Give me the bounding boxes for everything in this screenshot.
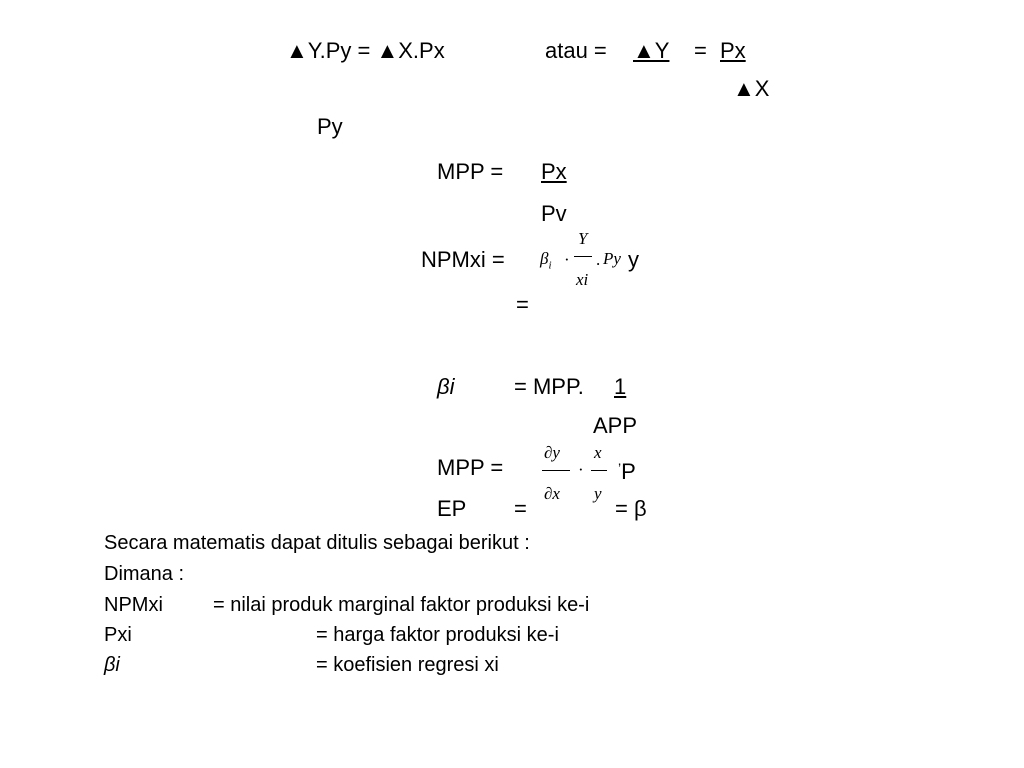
mpp2-tail: ’P xyxy=(618,459,636,484)
eq1-delta-x: ▲X xyxy=(733,76,770,101)
mpp-px: Px xyxy=(541,159,567,184)
def-desc-beta: = koefisien regresi xi xyxy=(316,654,499,676)
beta-equals-mpp: = MPP. xyxy=(514,374,584,399)
ep-equals: = xyxy=(514,496,527,521)
mpp2-dot: · xyxy=(578,460,584,479)
npm-label: NPMxi = xyxy=(421,247,505,272)
mpp2-label: MPP = xyxy=(437,455,504,480)
partial-frac-bar xyxy=(542,470,570,471)
beta-app: APP xyxy=(593,413,638,438)
partial-dx: ∂x xyxy=(544,484,560,503)
npm-beta: $\beta_i$ xyxy=(540,249,552,272)
npm-frac-bar xyxy=(574,256,592,257)
npm-equals-2: = xyxy=(516,292,529,317)
xy-denominator: y xyxy=(594,484,602,503)
npm-frac-numerator: Y xyxy=(578,229,588,248)
xy-numerator: x xyxy=(594,443,602,462)
eq1-equals: = xyxy=(694,38,707,63)
dimana-text: Dimana : xyxy=(104,563,185,585)
eq1-delta-y: ▲Y xyxy=(633,38,670,63)
ep-beta: = β xyxy=(615,496,647,521)
intro-text: Secara matematis dapat ditulis sebagai berikut : xyxy=(104,532,530,554)
mpp-label: MPP = xyxy=(437,159,504,184)
eq1-py-denominator: Py xyxy=(317,114,343,139)
beta-symbol: βi xyxy=(437,374,455,399)
def-desc-pxi: = harga faktor produksi ke-i xyxy=(316,624,559,646)
npm-dot-1: · xyxy=(564,250,570,269)
npm-py: Py xyxy=(603,249,621,268)
npm-y: y xyxy=(628,247,639,272)
npm-dot-2: . xyxy=(596,250,601,269)
mpp-py: Pv xyxy=(541,201,567,226)
def-term-beta: βi xyxy=(104,654,120,676)
ep-label: EP xyxy=(437,496,467,521)
beta-one: 1 xyxy=(614,374,627,399)
def-term-npmxi: NPMxi xyxy=(104,594,163,616)
def-term-pxi: Pxi xyxy=(104,624,132,646)
eq1-px-numerator: Px xyxy=(720,38,746,63)
equation-line-1 xyxy=(286,38,445,64)
xy-frac-bar xyxy=(591,470,607,471)
eq1-left: ▲Y.Py = ▲X.Px xyxy=(286,38,445,63)
eq1-atau: atau = xyxy=(545,38,607,63)
partial-dy: ∂y xyxy=(544,443,560,462)
npm-frac-denominator: xi xyxy=(576,270,589,289)
def-desc-npmxi: = nilai produk marginal faktor produksi ke-i xyxy=(213,594,590,616)
